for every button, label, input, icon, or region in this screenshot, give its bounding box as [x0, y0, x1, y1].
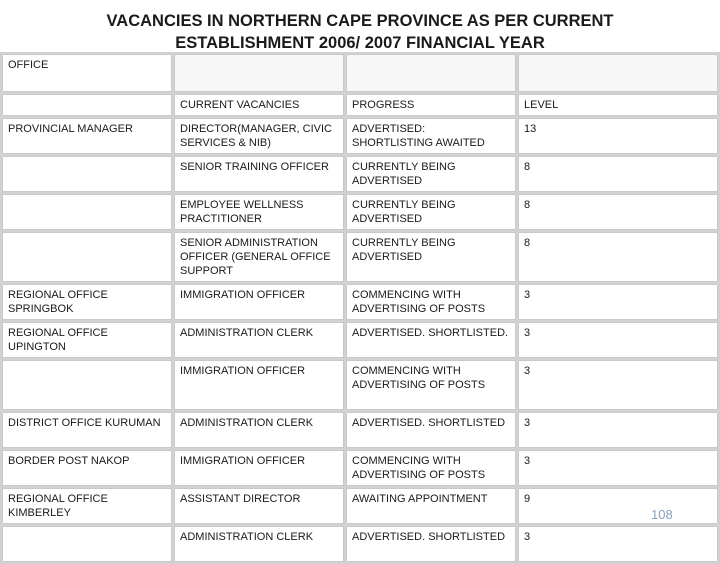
progress-cell: CURRENTLY BEING ADVERTISED	[346, 156, 516, 192]
office-cell	[2, 194, 172, 230]
progress-cell: COMMENCING WITH ADVERTISING OF POSTS	[346, 360, 516, 410]
level-cell: 8	[518, 156, 718, 192]
table-row	[2, 412, 718, 448]
progress-cell: AWAITING APPOINTMENT	[346, 488, 516, 524]
table-row	[2, 322, 718, 358]
office-header-row	[2, 54, 718, 92]
progress-cell: CURRENTLY BEING ADVERTISED	[346, 194, 516, 230]
level-cell: 3	[518, 360, 718, 410]
office-cell	[2, 526, 172, 562]
table-row	[2, 118, 718, 154]
level-cell: 3	[518, 322, 718, 358]
progress-cell: ADVERTISED. SHORTLISTED	[346, 412, 516, 448]
empty-cell	[2, 94, 172, 116]
page-number: 108	[651, 507, 673, 522]
level-cell: 8	[518, 232, 718, 282]
progress-cell: ADVERTISED. SHORTLISTED.	[346, 322, 516, 358]
vacancies-table	[0, 52, 720, 564]
column-header-row	[2, 94, 718, 116]
progress-cell: COMMENCING WITH ADVERTISING OF POSTS	[346, 450, 516, 486]
vacancy-cell: IMMIGRATION OFFICER	[174, 450, 344, 486]
level-cell: 8	[518, 194, 718, 230]
level-cell: 3	[518, 284, 718, 320]
progress-cell: CURRENTLY BEING ADVERTISED	[346, 232, 516, 282]
level-cell: 13	[518, 118, 718, 154]
level-cell: 3	[518, 450, 718, 486]
level-cell: 3	[518, 412, 718, 448]
office-cell: DISTRICT OFFICE KURUMAN	[2, 412, 172, 448]
table-row	[2, 360, 718, 410]
table-row	[2, 156, 718, 192]
table-row	[2, 526, 718, 562]
vacancy-cell: ADMINISTRATION CLERK	[174, 412, 344, 448]
office-cell	[2, 156, 172, 192]
vacancy-cell: IMMIGRATION OFFICER	[174, 284, 344, 320]
vacancy-cell: IMMIGRATION OFFICER	[174, 360, 344, 410]
table-row	[2, 194, 718, 230]
office-header-cell: OFFICE	[2, 54, 172, 92]
office-cell	[2, 232, 172, 282]
empty-cell	[346, 54, 516, 92]
vacancy-cell: EMPLOYEE WELLNESS PRACTITIONER	[174, 194, 344, 230]
title-line-2: ESTABLISHMENT 2006/ 2007 FINANCIAL YEAR	[175, 34, 545, 52]
office-cell: REGIONAL OFFICE UPINGTON	[2, 322, 172, 358]
table-row	[2, 450, 718, 486]
table-row	[2, 232, 718, 282]
vacancy-cell: ADMINISTRATION CLERK	[174, 322, 344, 358]
table-body	[2, 54, 718, 562]
office-cell	[2, 360, 172, 410]
table-row	[2, 284, 718, 320]
empty-cell	[174, 54, 344, 92]
progress-header-cell: PROGRESS	[346, 94, 516, 116]
title-line-1: VACANCIES IN NORTHERN CAPE PROVINCE AS PER CURRENT	[106, 12, 614, 30]
vacancies-header-cell: CURRENT VACANCIES	[174, 94, 344, 116]
progress-cell: COMMENCING WITH ADVERTISING OF POSTS	[346, 284, 516, 320]
level-header-cell: LEVEL	[518, 94, 718, 116]
vacancy-cell: ASSISTANT DIRECTOR	[174, 488, 344, 524]
office-cell: BORDER POST NAKOP	[2, 450, 172, 486]
office-cell: REGIONAL OFFICE SPRINGBOK	[2, 284, 172, 320]
vacancy-cell: ADMINISTRATION CLERK	[174, 526, 344, 562]
empty-cell	[518, 54, 718, 92]
vacancy-cell: DIRECTOR(MANAGER, CIVIC SERVICES & NIB)	[174, 118, 344, 154]
progress-cell: ADVERTISED: SHORTLISTING AWAITED	[346, 118, 516, 154]
table-row	[2, 488, 718, 524]
vacancy-cell: SENIOR ADMINISTRATION OFFICER (GENERAL OFFICE SUPPORT	[174, 232, 344, 282]
level-cell: 9	[518, 488, 718, 524]
progress-cell: ADVERTISED. SHORTLISTED	[346, 526, 516, 562]
level-cell: 3	[518, 526, 718, 562]
vacancy-cell: SENIOR TRAINING OFFICER	[174, 156, 344, 192]
office-cell: PROVINCIAL MANAGER	[2, 118, 172, 154]
office-cell: REGIONAL OFFICE KIMBERLEY	[2, 488, 172, 524]
slide-title	[0, 0, 720, 54]
